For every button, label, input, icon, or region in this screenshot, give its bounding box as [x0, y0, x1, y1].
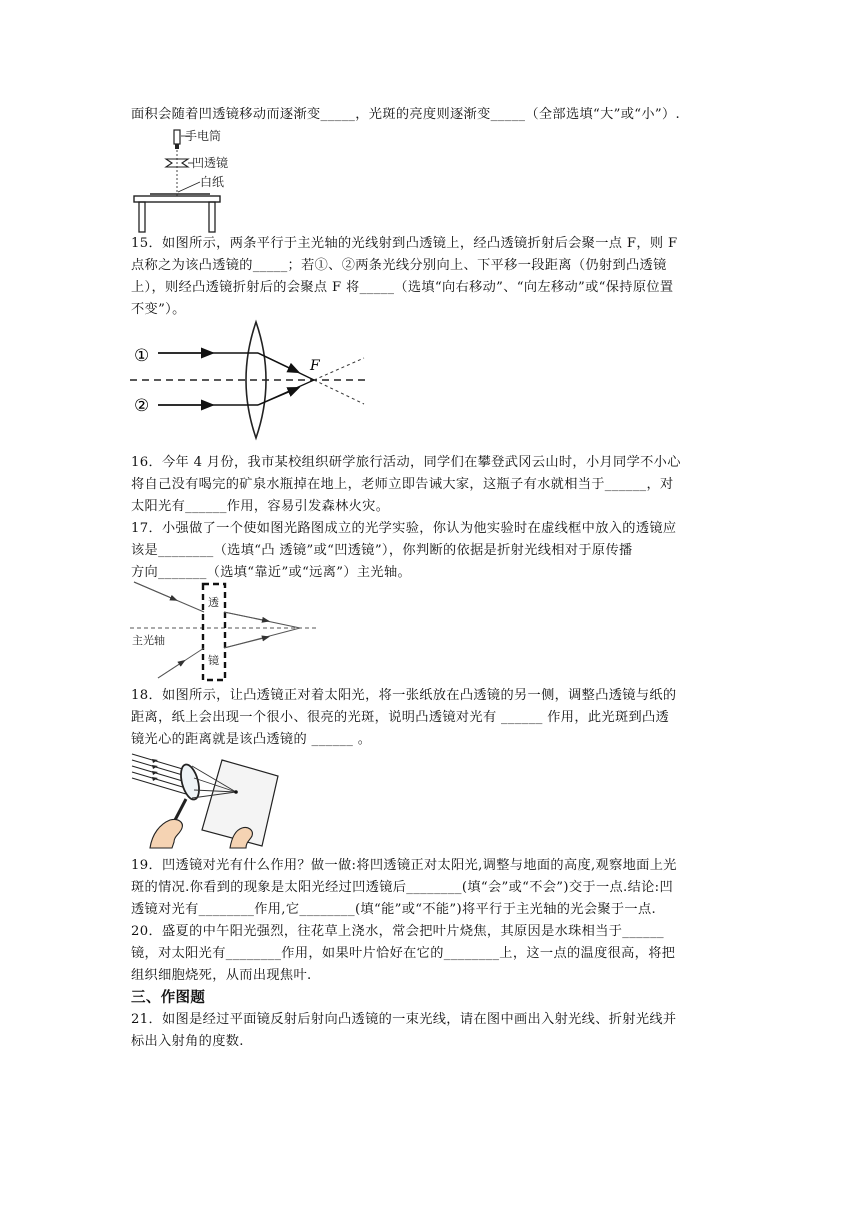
- q18-line-2: 距离，纸上会出现一个很小、很亮的光斑，说明凸透镜对光有 ______ 作用，此光斑到凸透: [131, 710, 670, 725]
- label-focus-f: F: [310, 358, 320, 374]
- figure-convex-lens-focus: [128, 318, 378, 442]
- label-ray-1: ①: [134, 346, 150, 366]
- label-flashlight: 手电筒: [185, 129, 222, 143]
- q16-line-1: 16．今年 4 月份，我市某校组织研学旅行活动，同学们在攀登武冈云山时，小月同学不小心: [131, 455, 681, 470]
- q18-line-3: 镜光心的距离就是该凸透镜的 ______ 。: [131, 732, 372, 747]
- label-box-top: 透: [208, 596, 219, 609]
- q21-line-1: 21．如图是经过平面镜反射后射向凸透镜的一束光线，请在图中画出入射光线、折射光线并: [131, 1012, 677, 1027]
- q14-text-end: 面积会随着凹透镜移动而逐渐变_____，光斑的亮度则逐渐变_____（全部选填“大”或“小”）.: [131, 107, 681, 122]
- label-white-paper: 白纸: [200, 175, 225, 189]
- q15-line-1: 15．如图所示，两条平行于主光轴的光线射到凸透镜上，经凸透镜折射后会聚一点 F，则 F: [131, 236, 678, 251]
- label-concave-lens: 凹透镜: [192, 156, 229, 170]
- q16-line-3: 太阳光有______作用，容易引发森林火灾。: [131, 499, 390, 514]
- q19-line-2: 斑的情况.你看到的现象是太阳光经过凹透镜后________(填“会”或“不会”)交于一点.结论:凹: [131, 880, 673, 895]
- q21-line-2: 标出入射角的度数.: [131, 1034, 244, 1049]
- q19-line-1: 19．凹透镜对光有什么作用？做一做:将凹透镜正对太阳光,调整与地面的高度,观察地面上光: [131, 858, 677, 873]
- figure-unknown-lens-box: [128, 578, 320, 688]
- label-principal-axis: 主光轴: [132, 634, 165, 647]
- q20-line-2: 镜，对太阳光有________作用，如果叶片恰好在它的________上，这一点的温度很高，将把: [131, 946, 676, 961]
- label-box-bottom: 镜: [208, 654, 219, 667]
- q17-line-1: 17．小强做了一个使如图光路图成立的光学实验，你认为他实验时在虚线框中放入的透镜应: [131, 521, 677, 536]
- q20-line-1: 20．盛夏的中午阳光强烈，往花草上浇水，常会把叶片烧焦，其原因是水珠相当于______: [131, 924, 664, 939]
- q20-line-3: 组织细胞烧死，从而出现焦叶.: [131, 968, 312, 983]
- q19-line-3: 透镜对光有________作用,它________(填“能”或“不能”)将平行于主光轴的光会聚于一点.: [131, 902, 657, 917]
- q15-line-2: 点称之为该凸透镜的_____；若①、②两条光线分别向上、下平移一段距离（仍射到凸透镜: [131, 258, 667, 273]
- q16-line-2: 将自己没有喝完的矿泉水瓶掉在地上，老师立即告诫大家，这瓶子有水就相当于______，对: [131, 477, 674, 492]
- section-heading-drawing: 三、作图题: [131, 990, 206, 1006]
- figure-magnifier-sunlight-paper: [130, 748, 288, 848]
- figure-flashlight-lens-table: [130, 128, 240, 234]
- q15-line-3: 上），则经凸透镜折射后的会聚点 F 将_____（选填“向右移动”、“向左移动”或“保持原位置: [131, 280, 674, 295]
- q17-line-3: 方向_______（选填“靠近”或“远离”）主光轴。: [131, 565, 412, 580]
- label-ray-2: ②: [134, 396, 150, 416]
- q15-line-4: 不变”）。: [131, 302, 186, 317]
- q18-line-1: 18．如图所示，让凸透镜正对着太阳光，将一张纸放在凸透镜的另一侧，调整凸透镜与纸的: [131, 688, 677, 703]
- q17-line-2: 该是________（选填“凸 透镜”或“凹透镜”），你判断的依据是折射光线相对于原传播: [131, 543, 633, 558]
